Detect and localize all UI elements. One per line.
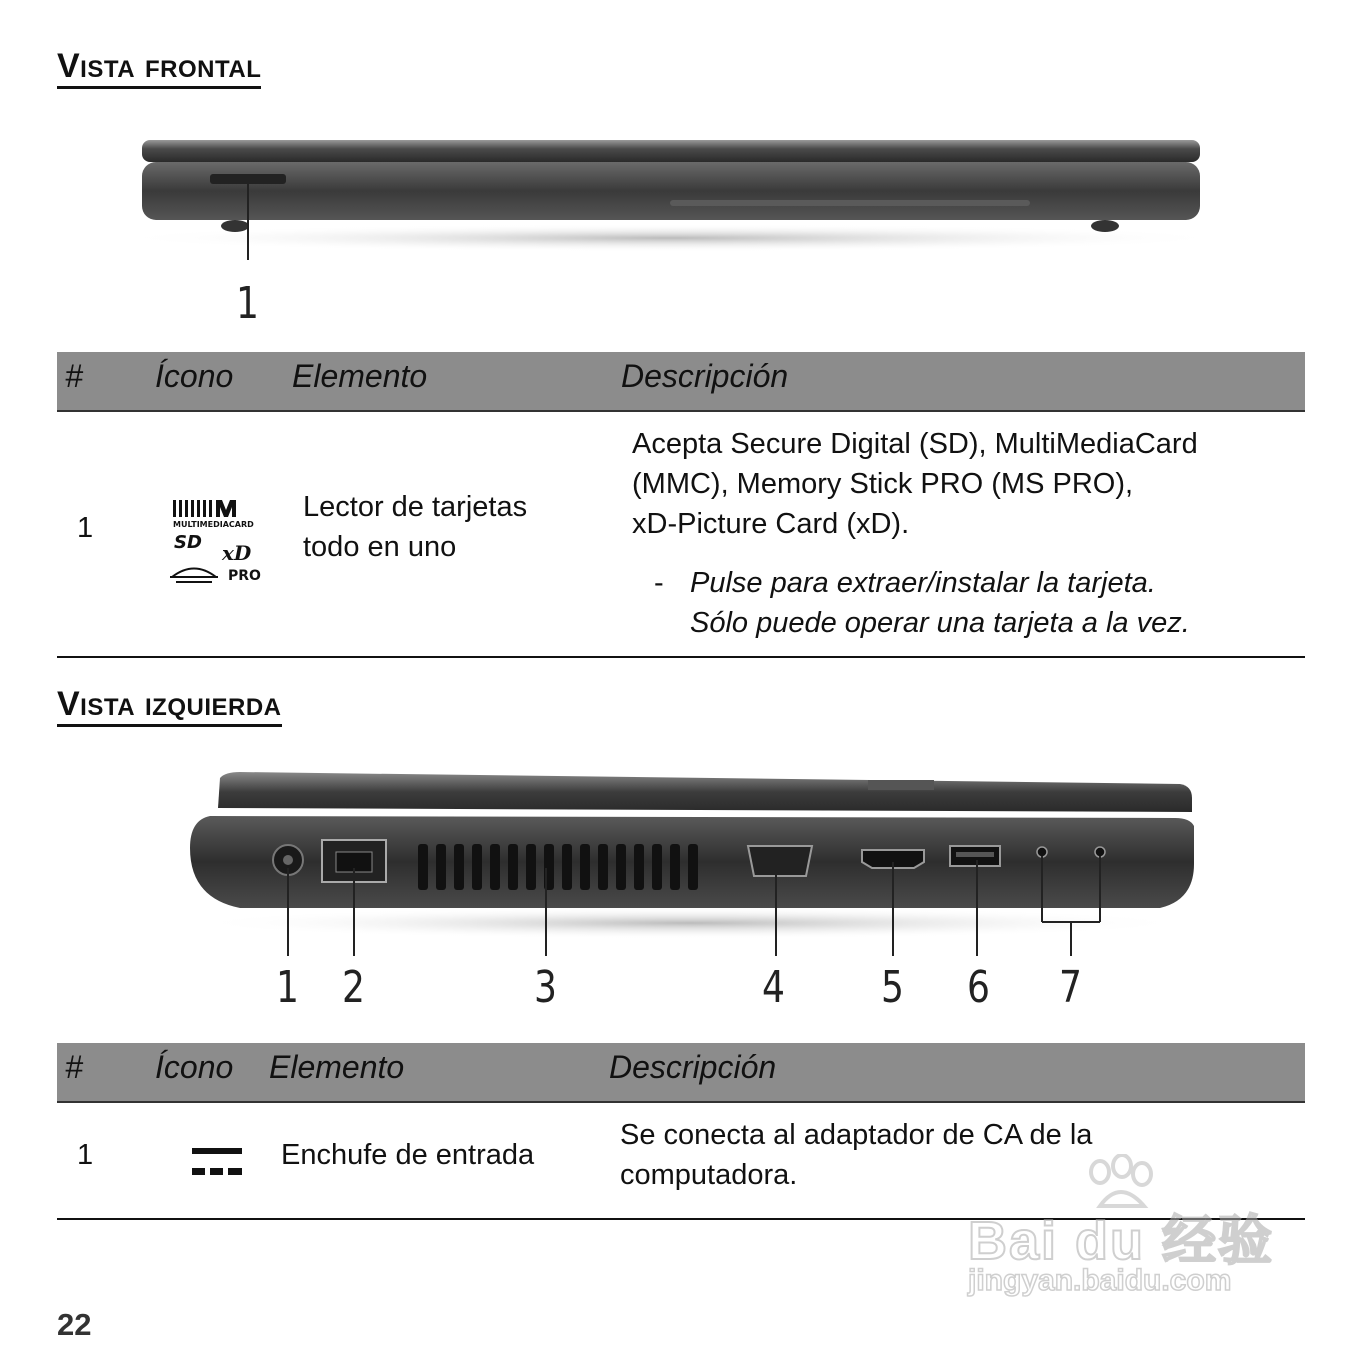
dc-in-icon bbox=[190, 1146, 244, 1178]
header-icon: Ícono bbox=[155, 358, 234, 394]
front-row-note bbox=[690, 563, 1190, 643]
left-callout-5: 5 bbox=[881, 962, 904, 1013]
card-reader-icon bbox=[170, 498, 265, 586]
left-row-element: Enchufe de entrada bbox=[281, 1139, 535, 1171]
left-callout-2: 2 bbox=[342, 962, 365, 1013]
left-row-number: 1 bbox=[77, 1139, 94, 1171]
left-callout-7: 7 bbox=[1059, 962, 1082, 1013]
header-element: Elemento bbox=[292, 358, 428, 394]
description-line-2: (MMC), Memory Stick PRO (MS PRO), bbox=[632, 468, 1134, 500]
header-element: Elemento bbox=[269, 1049, 405, 1085]
front-table-bottom-rule bbox=[57, 656, 1305, 658]
description-line-2: computadora. bbox=[620, 1159, 798, 1191]
header-description: Descripción bbox=[609, 1049, 777, 1085]
header-number: # bbox=[65, 358, 83, 394]
laptop-front-view-image bbox=[110, 130, 1250, 270]
header-description: Descripción bbox=[621, 358, 789, 394]
description-line-1: Se conecta al adaptador de CA de la bbox=[620, 1119, 1093, 1151]
svg-text:PRO: PRO bbox=[228, 568, 261, 584]
svg-text:xD: xD bbox=[222, 541, 252, 565]
watermark-url: jingyan.baidu.com bbox=[968, 1264, 1232, 1297]
svg-text:SD: SD bbox=[174, 532, 202, 553]
front-table-header bbox=[57, 352, 1305, 412]
front-callout-1: 1 bbox=[236, 278, 259, 329]
page-number: 22 bbox=[57, 1307, 92, 1342]
front-row-element bbox=[303, 487, 527, 567]
laptop-left-view-image bbox=[180, 768, 1200, 968]
description-line-1: Acepta Secure Digital (SD), MultiMediaCard bbox=[632, 428, 1198, 460]
note-bullet: - bbox=[654, 567, 664, 599]
element-line-2: todo en uno bbox=[303, 531, 457, 563]
left-table-header bbox=[57, 1043, 1305, 1103]
header-icon: Ícono bbox=[155, 1049, 234, 1085]
left-callout-3: 3 bbox=[534, 962, 557, 1013]
front-row-description bbox=[632, 424, 1198, 544]
left-callout-6: 6 bbox=[967, 962, 990, 1013]
svg-text:MULTIMEDIACARD: MULTIMEDIACARD bbox=[173, 520, 254, 529]
left-callout-1: 1 bbox=[276, 962, 299, 1013]
left-row-description bbox=[620, 1115, 1092, 1195]
description-line-3: xD-Picture Card (xD). bbox=[632, 508, 910, 540]
note-line-1: Pulse para extraer/instalar la tarjeta. bbox=[690, 567, 1156, 599]
left-callout-4: 4 bbox=[762, 962, 785, 1013]
section-title-left: Vista izquierda bbox=[57, 686, 282, 727]
note-line-2: Sólo puede operar una tarjeta a la vez. bbox=[690, 607, 1190, 639]
front-row-number: 1 bbox=[77, 512, 94, 544]
header-number: # bbox=[65, 1049, 83, 1085]
section-title-front: Vista frontal bbox=[57, 48, 261, 89]
watermark-brand: Bai du 经验 bbox=[968, 1211, 1275, 1271]
element-line-1: Lector de tarjetas bbox=[303, 491, 528, 523]
